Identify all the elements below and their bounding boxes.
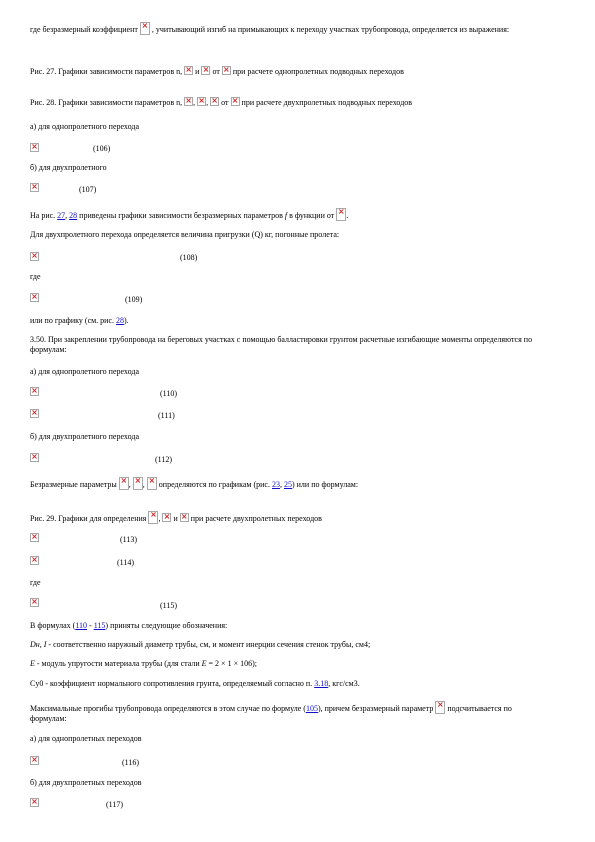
broken-image-icon	[231, 97, 240, 106]
link-formula-110[interactable]: 110	[75, 621, 88, 630]
formula-image-icon	[30, 409, 39, 418]
case-label-single-plural: а) для однопролетных переходов	[30, 734, 142, 743]
link-fig-27[interactable]: 27	[57, 211, 66, 220]
figure-28-caption: Рис. 28. Графики зависимости параметров n, × , × , × от × при расчете двухпролетных подводных переходов	[30, 97, 412, 108]
broken-image-icon	[140, 22, 150, 35]
formula-image-icon	[30, 556, 39, 565]
equation-110	[30, 387, 39, 398]
formula-image-icon	[30, 183, 39, 192]
case-label-double-2: б) для двухпролетного перехода	[30, 432, 139, 441]
formula-image-icon	[30, 598, 39, 607]
equation-number-106: (106)	[93, 144, 111, 153]
equation-number-114: (114)	[117, 558, 135, 567]
formula-image-icon	[30, 798, 39, 807]
link-fig-25[interactable]: 25	[283, 480, 292, 489]
formula-image-icon	[30, 756, 39, 765]
equation-number-115: (115)	[160, 601, 178, 610]
broken-image-icon	[162, 513, 171, 522]
broken-image-icon	[119, 477, 129, 490]
equation-number-108: (108)	[180, 253, 198, 262]
broken-image-icon	[222, 66, 231, 75]
broken-image-icon	[184, 97, 193, 106]
equation-number-113: (113)	[120, 535, 138, 544]
equation-116	[30, 756, 39, 767]
formula-image-icon	[30, 143, 39, 152]
equation-106	[30, 143, 39, 154]
formula-image-icon	[30, 252, 39, 261]
broken-image-icon	[184, 66, 193, 75]
paragraph-max-deflection: Максимальные прогибы трубопровода определяются в этом случае по формуле (105), причем безразмерный параметр × подсчитывается по формулам:	[30, 701, 540, 724]
equation-115	[30, 598, 39, 609]
figure-29-caption: Рис. 29. Графики для определения × , × и × при расчете двухпролетных переходов	[30, 511, 322, 524]
link-formula-105[interactable]: 105	[305, 704, 318, 713]
paragraph-figures-27-28: На рис. 27, 28 приведены графики зависимости безразмерных параметров f в функции от × .	[30, 208, 348, 221]
definition-diameter: Dн, I - соответственно наружный диаметр трубы, см, и момент инерции сечения стенок трубы, см4;	[30, 640, 371, 649]
equation-number-111: (111)	[158, 411, 175, 420]
case-label-double-plural: б) для двухпролетных переходов	[30, 778, 142, 787]
equation-108	[30, 252, 39, 263]
equation-number-116: (116)	[122, 758, 140, 767]
paragraph-dimensionless: Безразмерные параметры × , ×, × определяются по графикам (рис. 23, 25) или по формулам:	[30, 477, 358, 490]
broken-image-icon	[201, 66, 210, 75]
broken-image-icon	[148, 511, 158, 524]
link-formula-115[interactable]: 115	[93, 621, 106, 630]
case-label-single-2: а) для однопролетного перехода	[30, 367, 140, 376]
formula-image-icon	[30, 293, 39, 302]
paragraph-3-50: 3.50. При закреплении трубопровода на береговых участках с помощью балластировки грунтом расчетные изгибающие моменты определяются по формулам:	[30, 335, 533, 354]
equation-number-109: (109)	[125, 295, 143, 304]
broken-image-icon	[180, 513, 189, 522]
link-fig-28[interactable]: 28	[69, 211, 78, 220]
equation-109	[30, 293, 39, 304]
broken-image-icon	[133, 477, 143, 490]
equation-number-117: (117)	[106, 800, 124, 809]
link-fig-28[interactable]: 28	[116, 316, 125, 325]
paragraph-notation: В формулах (110 - 115) приняты следующие обозначения:	[30, 621, 228, 630]
paragraph-coefficient: где безразмерный коэффициент × , учитывающий изгиб на примыкающих к переходу участках трубопровода, определяется из выражения:	[30, 22, 540, 35]
equation-number-110: (110)	[160, 389, 178, 398]
case-label-single: а) для однопролетного перехода	[30, 122, 140, 131]
formula-image-icon	[30, 453, 39, 462]
case-label-double: б) для двухпролетного	[30, 163, 107, 172]
figure-27-caption: Рис. 27. Графики зависимости параметров n, × и × от × при расчете однопролетных подводных переходов	[30, 66, 404, 77]
equation-114	[30, 556, 39, 567]
broken-image-icon	[435, 701, 445, 714]
paragraph-load: Для двухпролетного перехода определяется величина пригрузки (Q) кг, погонные пролета:	[30, 230, 340, 239]
formula-image-icon	[30, 533, 39, 542]
graph-reference: или по графику (см. рис. 28).	[30, 316, 129, 325]
equation-112	[30, 453, 39, 464]
formula-image-icon	[30, 387, 39, 396]
broken-image-icon	[197, 97, 206, 106]
broken-image-icon	[147, 477, 157, 490]
link-fig-23[interactable]: 23	[271, 480, 280, 489]
equation-107	[30, 183, 39, 194]
equation-111	[30, 409, 39, 420]
equation-117	[30, 798, 39, 809]
where-label-2: где	[30, 578, 41, 587]
definition-modulus: E - модуль упругости материала трубы (для стали E = 2 × 1 × 106);	[30, 659, 257, 668]
definition-soil: Cy0 - коэффициент нормального сопротивления грунта, определяемый согласно п. 3.18, кгс/см3.	[30, 679, 360, 688]
where-label: где	[30, 272, 41, 281]
broken-image-icon	[210, 97, 219, 106]
equation-number-107: (107)	[79, 185, 97, 194]
equation-number-112: (112)	[155, 455, 173, 464]
link-section-3-18[interactable]: 3.18	[314, 679, 329, 688]
equation-113	[30, 533, 39, 544]
broken-image-icon	[336, 208, 346, 221]
